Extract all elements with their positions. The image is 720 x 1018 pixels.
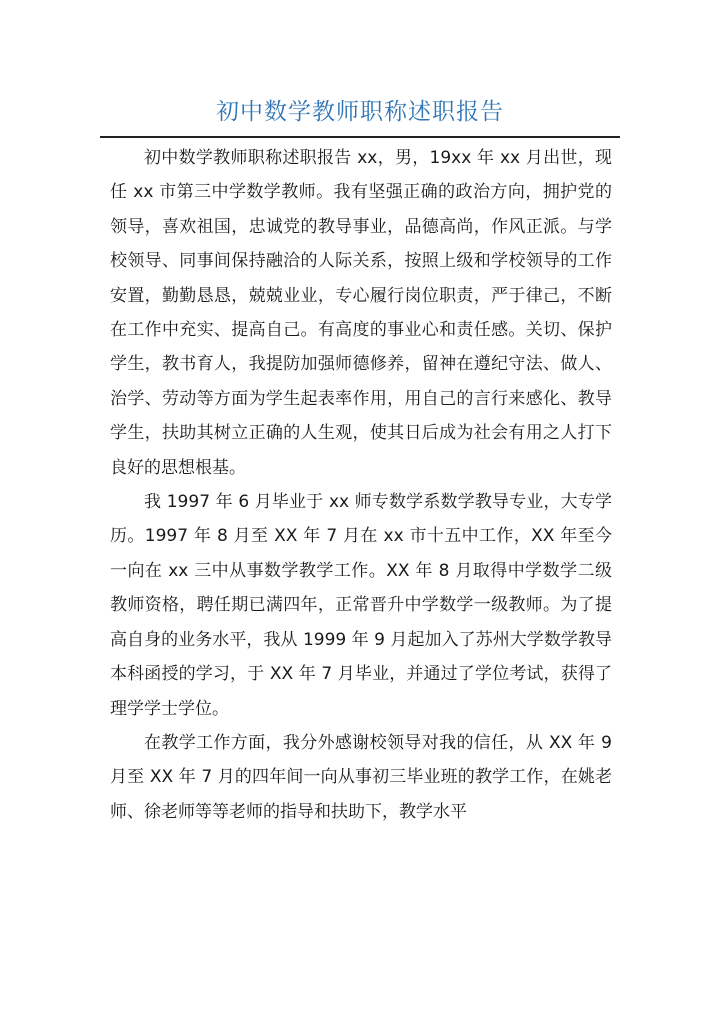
paragraph-personal-profile: 初中数学教师职称述职报告 xx，男，19xx 年 xx 月出世，现任 xx 市第三中学数学教师。我有坚强正确的政治方向，拥护党的领导，喜欢祖国，忠诚党的教导事业，品德高尚，作风正派。与学校领导、同事间保持融洽的人际关系，按照上级和学校领导的工作安置，勤勤恳恳，兢兢业业，专心履行岗位职责，严于律己，不断在工作中充实、提高自己。有高度的事业心和责任感。关切、保护学生，教书育人，我提防加强师德修养，留神在遵纪守法、做人、治学、劳动等方面为学生起表率作用，用自己的言行来感化、教导学生，扶助其树立正确的人生观，使其日后成为社会有用之人打下良好的思想根基。	[110, 148, 612, 478]
document-body	[110, 141, 612, 829]
paragraph-education-career: 我 1997 年 6 月毕业于 xx 师专数学系数学教导专业，大专学历。1997 年 8 月至 XX 年 7 月在 xx 市十五中工作，XX 年至今一向在 xx 三中从事数学教学工作。XX 年 8 月取得中学数学二级教师资格，聘任期已满四年，正常晋升中学数学一级教师。为了提高自身的业务水平，我从 1999 年 9 月起加入了苏州大学数学教导本科函授的学习，于 XX 年 7 月毕业，并通过了学位考试，获得了理学学士学位。	[110, 492, 612, 719]
paragraph-teaching-work: 在教学工作方面，我分外感谢校领导对我的信任，从 XX 年 9 月至 XX 年 7 月的四年间一向从事初三毕业班的教学工作，在姚老师、徐老师等等老师的指导和扶助下，教学水平	[110, 732, 612, 822]
document-title: 初中数学教师职称述职报告	[216, 99, 504, 125]
title-divider	[100, 136, 620, 138]
